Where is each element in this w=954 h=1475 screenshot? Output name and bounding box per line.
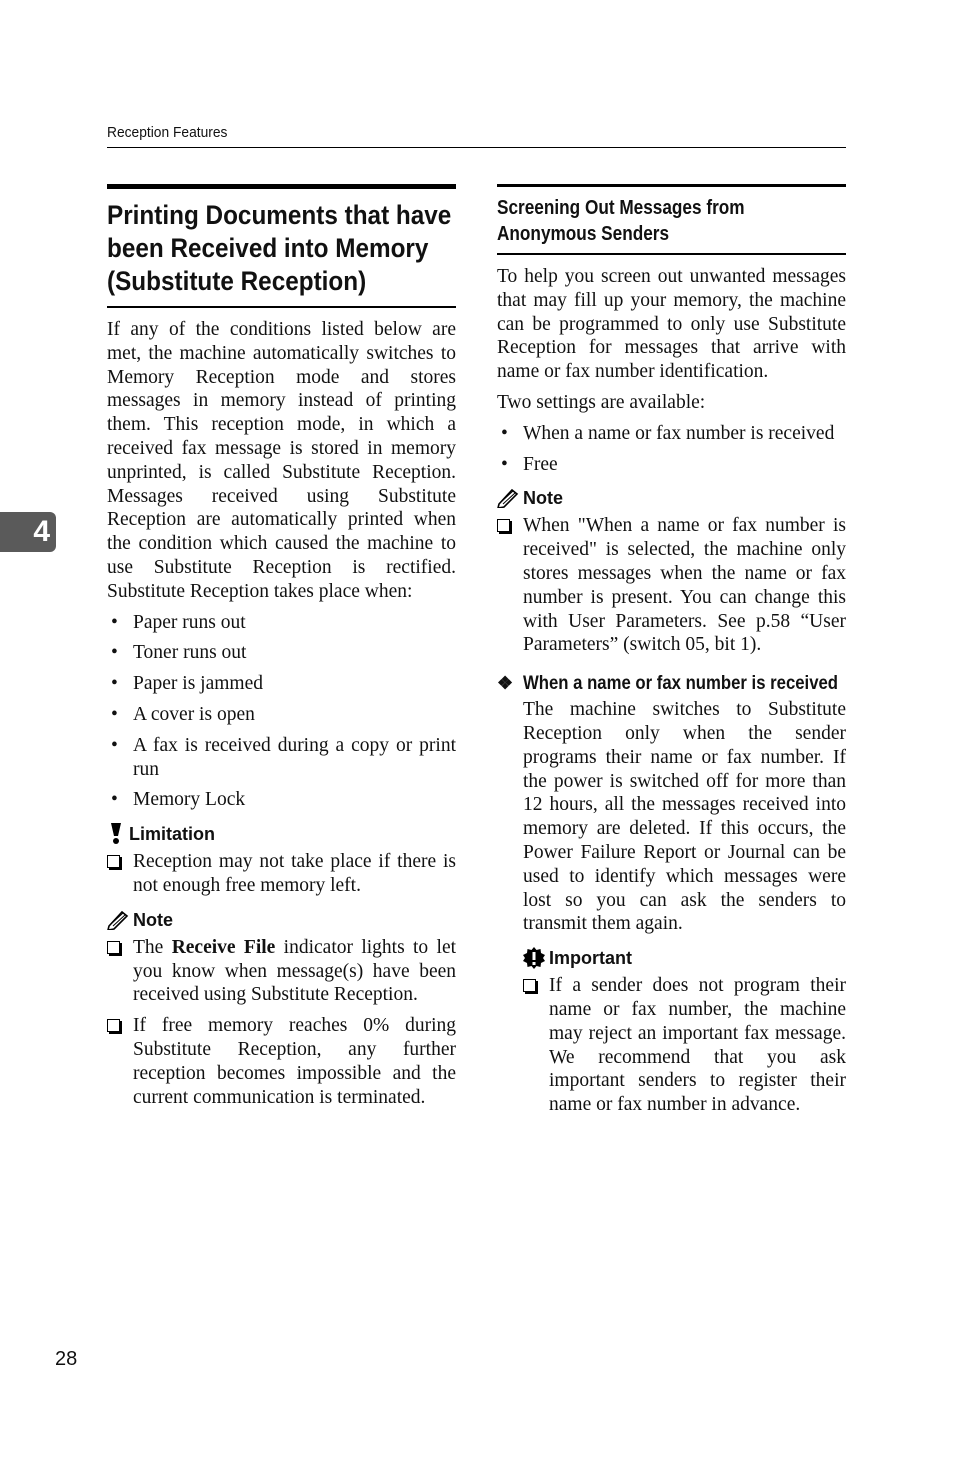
screening-intro-paragraph: To help you screen out unwanted messages that may fill up your memory, the machine can be programmed to only use Substitute Reception for messages that arrive with name or fax number identification.	[497, 266, 846, 383]
list-item: • Paper runs out	[111, 611, 246, 633]
chapter-tab: 4	[0, 512, 56, 552]
list-item: When "When a name or fax number is received" is selected, the machine only stores messages when the name or fax number is present. You can change this with User Parameters. See p.58 “User Parameters” (switch 05, bit 1).	[497, 514, 846, 657]
list-item: • A fax is received during a copy or print run	[111, 734, 456, 780]
important-heading: Important	[523, 946, 846, 970]
section-title-rule-top	[107, 184, 456, 189]
list-item: If free memory reaches 0% during Substitute Reception, any further reception becomes impossible and the current communication is terminated.	[107, 1014, 456, 1109]
limitation-list	[107, 850, 456, 898]
settings-list	[497, 422, 846, 477]
settings-intro: Two settings are available:	[497, 391, 706, 413]
intro-paragraph: If any of the conditions listed below are met, the machine automatically switches to Memory Reception mode and stores messages in memory instead of printing them. This reception mode, in which a received fax message is stored in memory unprinted, is called Substitute Reception. Messages received using Substitute Reception are automatically printed when the condition which caused the machine to use Substitute Reception is rectified. Substitute Reception takes place when:	[107, 319, 456, 602]
bullet-icon: •	[501, 453, 508, 475]
bullet-icon: •	[111, 673, 118, 695]
header-rule	[107, 147, 846, 148]
conditions-list	[107, 611, 456, 813]
bullet-icon: •	[111, 642, 118, 664]
important-list	[523, 974, 846, 1117]
note-list	[497, 514, 846, 657]
list-item: • A cover is open	[111, 703, 255, 725]
checkbox-bullet-icon	[497, 519, 510, 532]
checkbox-bullet-icon	[107, 1019, 120, 1032]
exclamation-icon	[107, 823, 125, 845]
list-item: • Memory Lock	[111, 789, 246, 811]
right-column	[497, 184, 846, 1125]
list-item: If a sender does not program their name or fax number, the machine may reject an important fax message. We recommend that you ask important senders to register their name or fax number in advance.	[523, 974, 846, 1117]
checkbox-bullet-icon	[107, 941, 120, 954]
subsection-title-rule-bottom	[497, 253, 846, 255]
running-head: Reception Features	[107, 124, 228, 141]
bullet-icon: •	[111, 734, 118, 756]
note-list	[107, 936, 456, 1110]
note-heading: Note	[497, 486, 846, 510]
pencil-icon	[497, 488, 519, 508]
diamond-bullet-icon: ❖	[497, 673, 514, 694]
bullet-icon: •	[111, 611, 118, 633]
list-item: • When a name or fax number is received	[501, 422, 835, 444]
list-item: • Toner runs out	[111, 642, 247, 664]
section-title-rule-bottom	[107, 306, 456, 308]
pencil-icon	[107, 910, 129, 930]
important-badge-icon	[523, 947, 545, 969]
list-item: Reception may not take place if there is not enough free memory left.	[107, 850, 456, 898]
setting-detail-block	[497, 698, 846, 1117]
note-heading: Note	[107, 908, 456, 932]
section-title: Printing Documents that have been Received into Memory (Substitute Reception)	[107, 200, 452, 296]
bullet-icon: •	[111, 703, 118, 725]
receive-file-indicator-label: Receive File	[171, 936, 276, 958]
setting-subheading: ❖ When a name or fax number is received	[497, 673, 839, 695]
subsection-title-rule-top	[497, 184, 846, 187]
left-column	[107, 184, 456, 1117]
list-item: • Paper is jammed	[111, 673, 263, 695]
limitation-heading: Limitation	[107, 822, 456, 846]
page-number: 28	[55, 1348, 78, 1370]
bullet-icon: •	[501, 422, 508, 444]
list-item: • Free	[501, 453, 558, 475]
checkbox-bullet-icon	[107, 855, 120, 868]
list-item: The Receive File indicator lights to let you know when message(s) have been received using Substitute Reception.	[107, 936, 456, 1007]
setting-detail-paragraph: The machine switches to Substitute Reception only when the sender programs their name or fax number. If the power is switched off for more than 12 hours, all the messages received into memory are deleted. If this occurs, the Power Failure Report or Journal can be used to identify which messages were lost so you can ask the senders to transmit them again.	[523, 699, 846, 935]
subsection-title: Screening Out Messages from Anonymous Senders	[497, 197, 745, 245]
bullet-icon: •	[111, 789, 118, 811]
checkbox-bullet-icon	[523, 979, 536, 992]
